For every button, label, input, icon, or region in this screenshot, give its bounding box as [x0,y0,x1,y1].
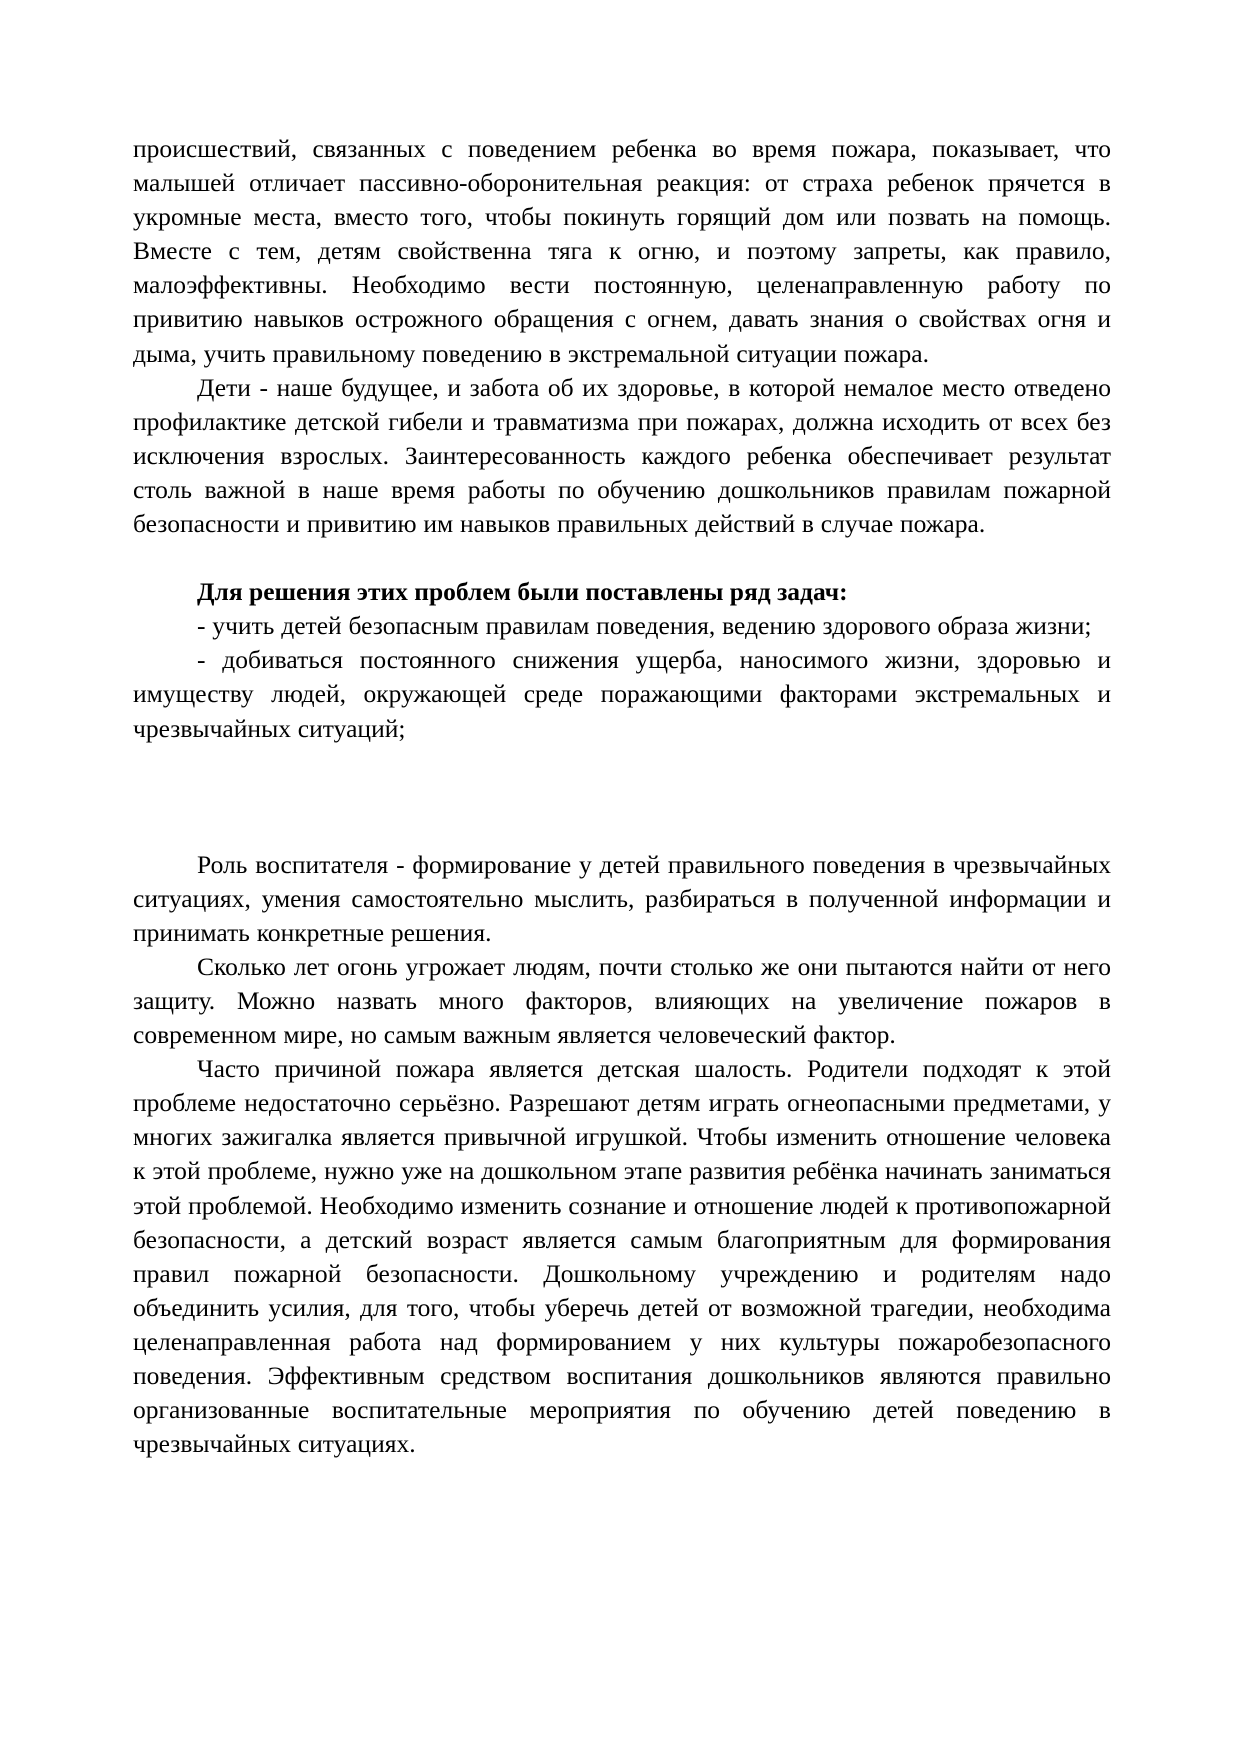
heading-tasks: Для решения этих проблем были поставлены ряд задач: [197,577,848,607]
paragraph-educator-role: Роль воспитателя - формирование у детей правильного поведения в чрезвычайных ситуациях, умения самостоятельно мыслить, разбираться в полученной информации и принимать конкретные решения. [133,849,1111,947]
list-item-safe-behavior-rules: - учить детей безопасным правилам поведения, ведению здорового образа жизни; [197,611,1092,641]
paragraph-children-are-our-future: Дети - наше будущее, и забота об их здоровье, в которой немалое место отведено профилактике детской гибели и травматизма при пожарах, должна исходить от всех без исключения взрослых. Заинтересованность каждого ребенка обеспечивает результат столь важной в наше время работы по обучению дошкольников правилам пожарной безопасности и привитию им навыков правильных действий в случае пожара. [133,372,1111,539]
paragraph-child-mischief-cause: Часто причиной пожара является детская шалость. Родители подходят к этой проблеме недостаточно серьёзно. Разрешают детям играть огнеопасными предметами, у многих зажигалка является привычной игрушкой. Чтобы изменить отношение человека к этой проблеме, нужно уже на дошкольном этапе развития ребёнка начинать заниматься этой проблемой. Необходимо изменить сознание и отношение людей к противопожарной безопасности, а детский возраст является самым благоприятным для формирования правил пожарной безопасности. Дошкольному учреждению и родителям надо объединить усилия, для того, чтобы уберечь детей от возможной трагедии, необходима целенаправленная работа над формированием у них культуры пожаробезопасного поведения. Эффективным средством воспитания дошкольников являются правильно организованные воспитательные мероприятия по обучению детей поведению в чрезвычайных ситуациях. [133,1054,1111,1459]
paragraph-continuation-fire-behavior: происшествий, связанных с поведением ребенка во время пожара, показывает, что малышей отличает пассивно-оборонительная реакция: от страха ребенок прячется в укромные места, вместо того, чтобы покинуть горящий дом или позвать на помощь. Вместе с тем, детям свойственна тяга к огню, и поэтому запреты, как правило, малоэффективны. Необходимо вести постоянную, целенаправленную работу по привитию навыков острожного обращения с огнем, давать знания о свойствах огня и дыма, учить правильному поведению в экстремальной ситуации пожара. [133,134,1111,368]
spacer-before-heading [133,541,1111,575]
text-column [133,132,1111,1461]
paragraph-fire-threat-history: Сколько лет огонь угрожает людям, почти столько же они пытаются найти от него защиту. Можно назвать много факторов, влияющих на увеличение пожаров в современном мире, но самым важным является человеческий фактор. [133,951,1111,1050]
spacer-section-break [133,746,1111,848]
list-item-reduce-damage: - добиваться постоянного снижения ущерба, наносимого жизни, здоровью и имуществу людей, окружающей среде поражающими факторами экстремальных и чрезвычайных ситуаций; [133,645,1111,743]
